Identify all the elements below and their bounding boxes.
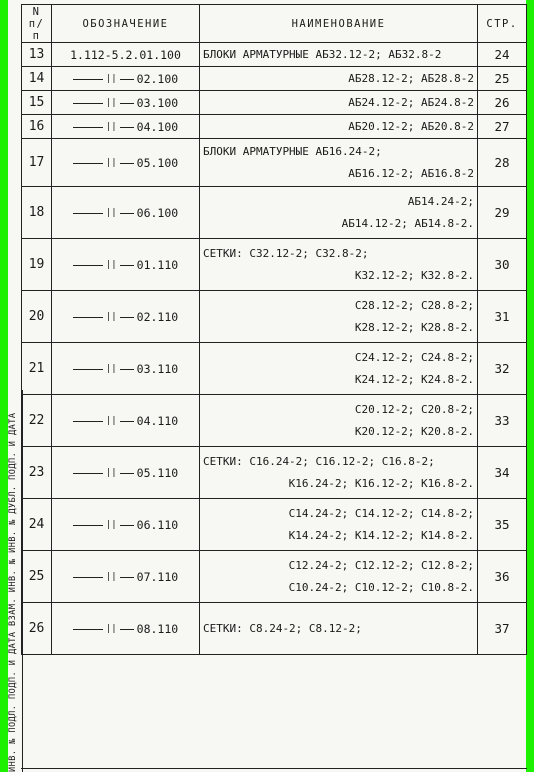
name-line: С12.24-2; С12.12-2; С12.8-2; — [288, 558, 475, 572]
name-line: С28.12-2; С28.8-2; — [354, 298, 475, 312]
name-line: АБ14.12-2; АБ14.8-2. — [341, 216, 475, 230]
name-line: К32.12-2; К32.8-2. — [354, 268, 475, 282]
ditto-dash — [73, 421, 103, 422]
row-name — [199, 91, 477, 115]
ditto-dash — [73, 103, 103, 104]
ditto-dash — [73, 317, 103, 318]
code-text: 04.110 — [136, 413, 179, 428]
ditto-dash — [120, 369, 134, 370]
row-page: 37 — [478, 603, 527, 655]
row-name — [199, 447, 477, 499]
code-text: 06.100 — [136, 205, 179, 220]
row-number: 21 — [22, 343, 52, 395]
table-row — [22, 499, 527, 551]
table-row — [22, 551, 527, 603]
ditto-dash — [120, 265, 134, 266]
table-row — [22, 187, 527, 239]
row-page: 26 — [478, 91, 527, 115]
name-line: С14.24-2; С14.12-2; С14.8-2; — [288, 506, 475, 520]
ditto-mark: || — [105, 416, 117, 426]
table-row — [22, 67, 527, 91]
name-line: К14.24-2; К14.12-2; К14.8-2. — [288, 528, 475, 542]
register-table — [21, 4, 527, 655]
row-code — [52, 343, 200, 395]
ditto-mark: || — [105, 364, 117, 374]
ditto-dash — [73, 265, 103, 266]
code-text: 04.100 — [136, 119, 179, 134]
row-name — [199, 395, 477, 447]
row-code — [52, 115, 200, 139]
ditto-dash — [73, 525, 103, 526]
row-page: 33 — [478, 395, 527, 447]
ditto-dash — [120, 525, 134, 526]
row-name — [199, 239, 477, 291]
row-page: 31 — [478, 291, 527, 343]
name-line: СЕТКИ: С8.24-2; С8.12-2; — [202, 621, 362, 635]
table-row — [22, 291, 527, 343]
ditto-dash — [73, 577, 103, 578]
ditto-mark: || — [105, 468, 117, 478]
row-code — [52, 603, 200, 655]
table-row — [22, 395, 527, 447]
table-row — [22, 139, 527, 187]
code-text: 02.110 — [136, 309, 179, 324]
row-page: 24 — [478, 43, 527, 67]
row-number: 14 — [22, 67, 52, 91]
table-row — [22, 239, 527, 291]
bottom-border — [21, 768, 527, 769]
ditto-dash — [73, 473, 103, 474]
ditto-dash — [120, 421, 134, 422]
table-row — [22, 91, 527, 115]
row-code — [52, 43, 200, 67]
name-line: БЛОКИ АРМАТУРНЫЕ АБ16.24-2; — [202, 144, 382, 158]
ditto-dash — [73, 163, 103, 164]
ditto-mark: || — [105, 208, 117, 218]
row-number: 22 — [22, 395, 52, 447]
ditto-dash — [73, 629, 103, 630]
code-text: 03.110 — [136, 361, 179, 376]
row-name — [199, 187, 477, 239]
row-page: 34 — [478, 447, 527, 499]
table-header — [22, 5, 527, 43]
code-text: 01.110 — [136, 257, 179, 272]
row-number: 23 — [22, 447, 52, 499]
name-line: С20.12-2; С20.8-2; — [354, 402, 475, 416]
row-name — [199, 67, 477, 91]
name-line: БЛОКИ АРМАТУРНЫЕ АБ32.12-2; АБ32.8-2 — [202, 47, 442, 61]
ditto-dash — [120, 577, 134, 578]
code-text: 07.110 — [136, 569, 179, 584]
row-code — [52, 239, 200, 291]
code-text: 05.110 — [136, 465, 179, 480]
row-number: 20 — [22, 291, 52, 343]
row-code — [52, 499, 200, 551]
row-page: 29 — [478, 187, 527, 239]
name-line: С24.12-2; С24.8-2; — [354, 350, 475, 364]
row-code — [52, 291, 200, 343]
row-number: 17 — [22, 139, 52, 187]
row-number: 24 — [22, 499, 52, 551]
ditto-mark: || — [105, 122, 117, 132]
name-line: АБ20.12-2; АБ20.8-2 — [348, 119, 475, 133]
row-code — [52, 447, 200, 499]
row-number: 25 — [22, 551, 52, 603]
ditto-dash — [73, 79, 103, 80]
ditto-dash — [120, 473, 134, 474]
row-name — [199, 343, 477, 395]
code-text: 05.100 — [136, 155, 179, 170]
row-page: 36 — [478, 551, 527, 603]
ditto-dash — [73, 213, 103, 214]
ditto-mark: || — [105, 74, 117, 84]
row-number: 26 — [22, 603, 52, 655]
table-row — [22, 115, 527, 139]
name-line: С10.24-2; С10.12-2; С10.8-2. — [288, 580, 475, 594]
name-line: АБ16.12-2; АБ16.8-2 — [348, 166, 475, 180]
row-number: 18 — [22, 187, 52, 239]
row-code — [52, 395, 200, 447]
ditto-dash — [120, 317, 134, 318]
ditto-mark: || — [105, 572, 117, 582]
header-code: ОБОЗНАЧЕНИЕ — [52, 5, 200, 43]
row-code — [52, 139, 200, 187]
row-page: 35 — [478, 499, 527, 551]
row-number: 16 — [22, 115, 52, 139]
row-number: 13 — [22, 43, 52, 67]
row-code — [52, 187, 200, 239]
row-name — [199, 551, 477, 603]
row-name — [199, 43, 477, 67]
ditto-dash — [120, 213, 134, 214]
name-line: К20.12-2; К20.8-2. — [354, 424, 475, 438]
code-text: 08.110 — [136, 621, 179, 636]
ditto-mark: || — [105, 312, 117, 322]
ditto-dash — [120, 127, 134, 128]
ditto-dash — [120, 629, 134, 630]
row-number: 15 — [22, 91, 52, 115]
row-name — [199, 603, 477, 655]
name-line: АБ28.12-2; АБ28.8-2 — [348, 71, 475, 85]
ditto-mark: || — [105, 624, 117, 634]
table-row — [22, 447, 527, 499]
row-page: 27 — [478, 115, 527, 139]
ditto-mark: || — [105, 98, 117, 108]
name-line: СЕТКИ: С32.12-2; С32.8-2; — [202, 246, 369, 260]
name-line: СЕТКИ: С16.24-2; С16.12-2; С16.8-2; — [202, 454, 435, 468]
name-line: АБ14.24-2; — [407, 194, 475, 208]
ditto-dash — [120, 163, 134, 164]
code-text: 06.110 — [136, 517, 179, 532]
ditto-dash — [73, 127, 103, 128]
ditto-mark: || — [105, 520, 117, 530]
header-name: НАИМЕНОВАНИЕ — [199, 5, 477, 43]
code-text: 02.100 — [136, 71, 179, 86]
row-code — [52, 67, 200, 91]
name-line: АБ24.12-2; АБ24.8-2 — [348, 95, 475, 109]
table-row — [22, 343, 527, 395]
side-stamp-label: ИНВ. № ПОДЛ. ПОДП. И ДАТА ВЗАМ. ИНВ. № ИНВ. № ДУБЛ. ПОДП. И ДАТА — [8, 412, 18, 772]
table-row — [22, 603, 527, 655]
row-page: 32 — [478, 343, 527, 395]
row-name — [199, 499, 477, 551]
right-green-border — [526, 0, 534, 772]
row-page: 30 — [478, 239, 527, 291]
ditto-dash — [73, 369, 103, 370]
ditto-dash — [120, 79, 134, 80]
row-page: 25 — [478, 67, 527, 91]
name-line: К24.12-2; К24.8-2. — [354, 372, 475, 386]
row-name — [199, 139, 477, 187]
row-page: 28 — [478, 139, 527, 187]
code-text: 1.112-5.2.01.100 — [70, 47, 181, 62]
code-text: 03.100 — [136, 95, 179, 110]
row-code — [52, 551, 200, 603]
header-num: N п/п — [22, 5, 52, 43]
row-number: 19 — [22, 239, 52, 291]
row-code — [52, 91, 200, 115]
name-line: К16.24-2; К16.12-2; К16.8-2. — [288, 476, 475, 490]
ditto-mark: || — [105, 260, 117, 270]
table-row — [22, 43, 527, 67]
ditto-dash — [120, 103, 134, 104]
name-line: К28.12-2; К28.8-2. — [354, 320, 475, 334]
header-page: СТР. — [478, 5, 527, 43]
row-name — [199, 115, 477, 139]
ditto-mark: || — [105, 158, 117, 168]
row-name — [199, 291, 477, 343]
